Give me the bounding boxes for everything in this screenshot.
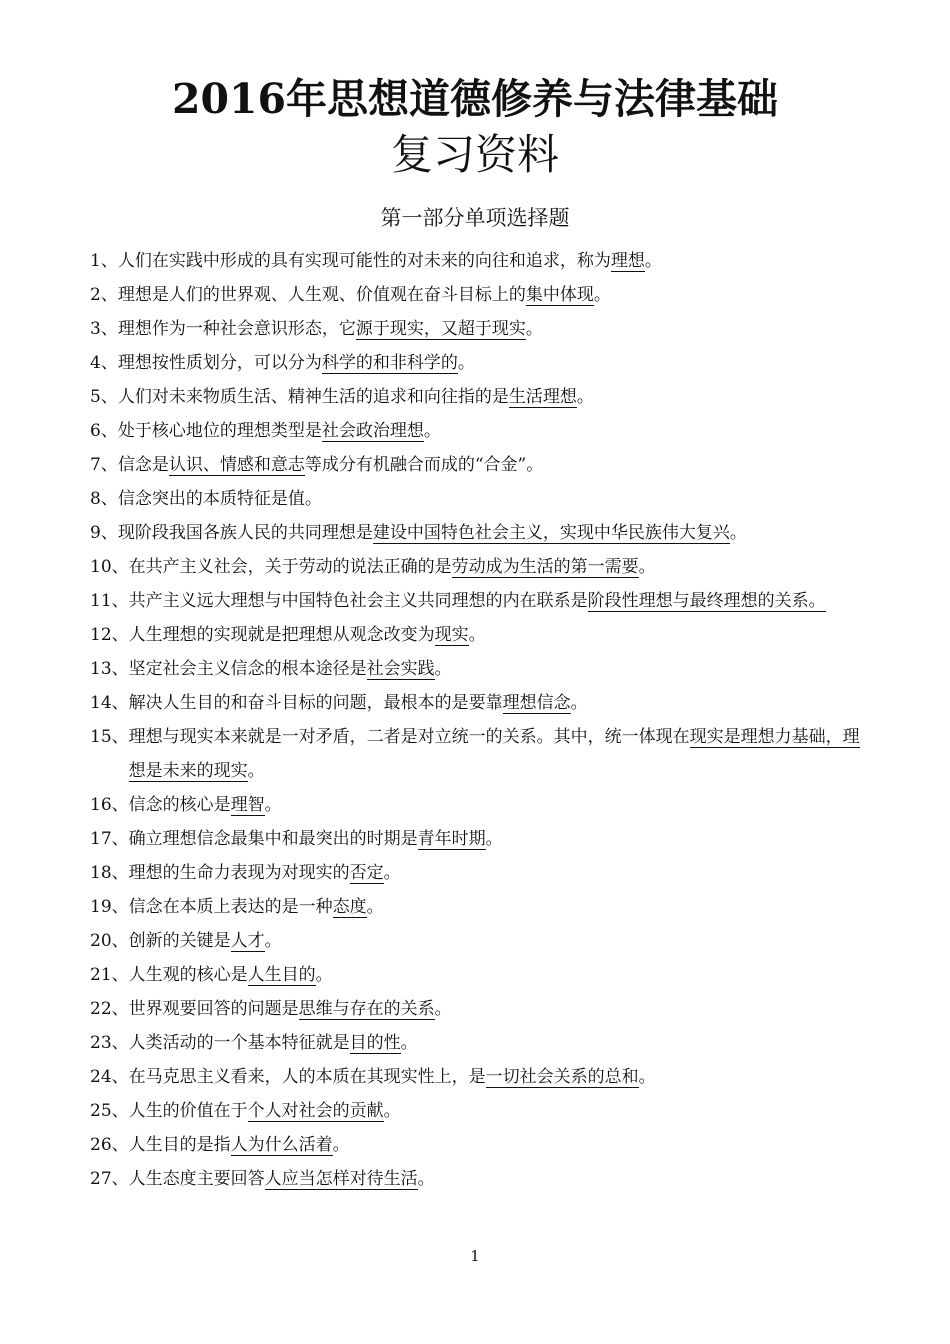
- question-text: 理想与现实本来就是一对矛盾，二者是对立统一的关系。其中，统一体现在: [128, 727, 690, 747]
- item-number: 20、: [90, 931, 129, 951]
- document-title: 2016年思想道德修养与法律基础: [171, 75, 779, 123]
- item-number: 25、: [90, 1101, 129, 1121]
- answer-underlined: 阶段性理想与最终理想的关系。: [587, 591, 826, 611]
- item-text: [118, 448, 865, 482]
- list-item: [90, 618, 865, 652]
- list-item: [90, 856, 865, 890]
- item-number: 3、: [90, 319, 118, 339]
- item-text: [129, 584, 865, 618]
- item-text: [129, 1162, 865, 1196]
- item-text: [129, 856, 865, 890]
- list-item: [90, 346, 865, 380]
- item-text: [129, 992, 865, 1026]
- answer-underlined: 劳动成为生活的第一需要: [451, 557, 639, 577]
- answer-underlined: 生活理想: [508, 387, 577, 407]
- list-item: [90, 720, 865, 788]
- item-text: [118, 482, 865, 516]
- question-text: 处于核心地位的理想类型是: [117, 421, 322, 441]
- question-text: 信念突出的本质特征是值。: [117, 489, 322, 509]
- list-item: [90, 414, 865, 448]
- question-text: 理想作为一种社会意识形态，它: [117, 319, 356, 339]
- item-number: 13、: [90, 659, 129, 679]
- question-text-end: 。: [434, 999, 452, 1019]
- item-number: 17、: [90, 829, 129, 849]
- list-item: [90, 686, 865, 720]
- question-text: 人们对未来物质生活、精神生活的追求和向往指的是: [117, 387, 509, 407]
- item-text: [129, 550, 865, 584]
- answer-underlined: 现实: [434, 625, 469, 645]
- question-text-end: 。: [570, 693, 588, 713]
- list-item: [90, 1162, 865, 1196]
- question-text-end: 等成分有机融合而成的“合金”。: [304, 455, 544, 475]
- answer-underlined: 态度: [332, 897, 367, 917]
- question-text-end: 。: [485, 829, 503, 849]
- question-text: 人类活动的一个基本特征就是: [128, 1033, 350, 1053]
- list-item: [90, 482, 865, 516]
- list-item: [90, 924, 865, 958]
- item-text: [118, 278, 865, 312]
- answer-underlined: 否定: [349, 863, 384, 883]
- question-text: 人生的价值在于: [128, 1101, 248, 1121]
- list-item: [90, 380, 865, 414]
- list-item: [90, 448, 865, 482]
- list-item: [90, 822, 865, 856]
- question-text-end: 。: [638, 557, 656, 577]
- list-item: [90, 890, 865, 924]
- question-text-end: 。: [434, 659, 452, 679]
- question-text: 创新的关键是: [128, 931, 231, 951]
- item-text: [129, 618, 865, 652]
- item-number: 19、: [90, 897, 129, 917]
- question-text: 在马克思主义看来，人的本质在其现实性上，是: [128, 1067, 486, 1087]
- list-item: [90, 584, 865, 618]
- answer-underlined: 社会政治理想: [321, 421, 424, 441]
- item-text: [129, 890, 865, 924]
- question-text: 理想按性质划分，可以分为: [117, 353, 322, 373]
- answer-underlined: 理想: [610, 251, 645, 271]
- item-number: 6、: [90, 421, 118, 441]
- item-number: 21、: [90, 965, 129, 985]
- item-number: 24、: [90, 1067, 129, 1087]
- answer-underlined: 一切社会关系的总和: [485, 1067, 639, 1087]
- item-text: [118, 346, 865, 380]
- question-text: 确立理想信念最集中和最突出的时期是: [128, 829, 418, 849]
- list-item: [90, 958, 865, 992]
- question-text: 信念在本质上表达的是一种: [128, 897, 333, 917]
- item-number: 1、: [90, 251, 118, 271]
- question-text: 人生目的是指: [128, 1135, 231, 1155]
- list-item: [90, 312, 865, 346]
- answer-underlined: 人才: [230, 931, 265, 951]
- item-number: 14、: [90, 693, 129, 713]
- item-number: 18、: [90, 863, 129, 883]
- list-item: [90, 550, 865, 584]
- question-text: 理想是人们的世界观、人生观、价值观在奋斗目标上的: [117, 285, 526, 305]
- answer-underlined: 社会实践: [366, 659, 435, 679]
- answer-underlined: 现实是理想力基础，理想是未来的现实: [128, 727, 860, 781]
- item-text: [129, 822, 865, 856]
- item-text: [129, 720, 865, 788]
- answer-underlined: 理想信念: [502, 693, 571, 713]
- answer-underlined: 科学的和非科学的: [321, 353, 458, 373]
- item-number: 4、: [90, 353, 118, 373]
- question-text: 理想的生命力表现为对现实的: [128, 863, 350, 883]
- question-text: 世界观要回答的问题是: [128, 999, 299, 1019]
- item-number: 2、: [90, 285, 118, 305]
- item-number: 8、: [90, 489, 118, 509]
- list-item: [90, 992, 865, 1026]
- item-number: 16、: [90, 795, 129, 815]
- question-text-end: 。: [593, 285, 611, 305]
- question-text-end: 。: [468, 625, 486, 645]
- item-number: 26、: [90, 1135, 129, 1155]
- question-text-end: 。: [332, 1135, 350, 1155]
- item-text: [129, 1026, 865, 1060]
- list-item: [90, 516, 865, 550]
- answer-underlined: 人生目的: [247, 965, 316, 985]
- question-text-end: 。: [423, 421, 441, 441]
- answer-underlined: 理智: [230, 795, 265, 815]
- question-text-end: 。: [417, 1169, 435, 1189]
- item-number: 12、: [90, 625, 129, 645]
- page-number: 1: [470, 1247, 480, 1265]
- question-text-end: 。: [383, 863, 401, 883]
- item-number: 10、: [90, 557, 129, 577]
- item-text: [129, 652, 865, 686]
- question-text: 人生理想的实现就是把理想从观念改变为: [128, 625, 435, 645]
- question-text: 人生态度主要回答: [128, 1169, 265, 1189]
- item-number: 7、: [90, 455, 118, 475]
- item-number: 27、: [90, 1169, 129, 1189]
- item-number: 23、: [90, 1033, 129, 1053]
- answer-underlined: 源于现实，又超于现实: [355, 319, 526, 339]
- question-text: 坚定社会主义信念的根本途径是: [128, 659, 367, 679]
- question-text: 人们在实践中形成的具有实现可能性的对未来的向往和追求，称为: [117, 251, 611, 271]
- answer-underlined: 人为什么活着: [230, 1135, 333, 1155]
- question-text-end: 。: [264, 931, 282, 951]
- item-text: [129, 686, 865, 720]
- item-text: [129, 788, 865, 822]
- question-text: 人生观的核心是: [128, 965, 248, 985]
- question-text-end: 。: [729, 523, 747, 543]
- answer-underlined: 青年时期: [417, 829, 486, 849]
- question-text-end: 。: [264, 795, 282, 815]
- list-item: [90, 788, 865, 822]
- item-number: 15、: [90, 727, 129, 747]
- item-number: 11、: [90, 591, 129, 611]
- question-text-end: 。: [400, 1033, 418, 1053]
- question-text-end: 。: [247, 761, 265, 781]
- item-text: [118, 516, 865, 550]
- question-text-end: 。: [315, 965, 333, 985]
- question-text: 共产主义远大理想与中国特色社会主义共同理想的内在联系是: [128, 591, 588, 611]
- question-text: 现阶段我国各族人民的共同理想是: [117, 523, 373, 543]
- item-text: [118, 244, 865, 278]
- answer-underlined: 集中体现: [525, 285, 594, 305]
- item-text: [118, 312, 865, 346]
- item-text: [118, 414, 865, 448]
- list-item: [90, 278, 865, 312]
- question-text: 在共产主义社会，关于劳动的说法正确的是: [128, 557, 452, 577]
- item-text: [129, 1128, 865, 1162]
- answer-underlined: 个人对社会的贡献: [247, 1101, 384, 1121]
- question-text-end: 。: [644, 251, 662, 271]
- item-text: [129, 1060, 865, 1094]
- question-text-end: 。: [366, 897, 384, 917]
- item-text: [118, 380, 865, 414]
- document-title-line2: 复习资料: [390, 130, 559, 179]
- item-number: 22、: [90, 999, 129, 1019]
- question-text-end: 。: [383, 1101, 401, 1121]
- answer-underlined: 建设中国特色社会主义，实现中华民族伟大复兴: [372, 523, 730, 543]
- question-text-end: 。: [576, 387, 594, 407]
- list-item: [90, 652, 865, 686]
- question-text-end: 。: [525, 319, 543, 339]
- answer-underlined: 思维与存在的关系: [298, 999, 435, 1019]
- item-number: 9、: [90, 523, 118, 543]
- list-item: [90, 1094, 865, 1128]
- question-text: 信念是: [117, 455, 169, 475]
- question-text: 信念的核心是: [128, 795, 231, 815]
- list-item: [90, 1026, 865, 1060]
- question-text-end: 。: [638, 1067, 656, 1087]
- item-text: [129, 1094, 865, 1128]
- item-number: 5、: [90, 387, 118, 407]
- section-heading: 第一部分单项选择题: [380, 206, 570, 230]
- list-item: [90, 1060, 865, 1094]
- answer-underlined: 目的性: [349, 1033, 401, 1053]
- list-item: [90, 244, 865, 278]
- question-text-end: 。: [457, 353, 475, 373]
- answer-underlined: 认识、情感和意志: [168, 455, 305, 475]
- question-text: 解决人生目的和奋斗目标的问题，最根本的是要靠: [128, 693, 503, 713]
- item-text: [129, 924, 865, 958]
- question-list: [90, 244, 865, 1196]
- answer-underlined: 人应当怎样对待生活: [264, 1169, 418, 1189]
- list-item: [90, 1128, 865, 1162]
- item-text: [129, 958, 865, 992]
